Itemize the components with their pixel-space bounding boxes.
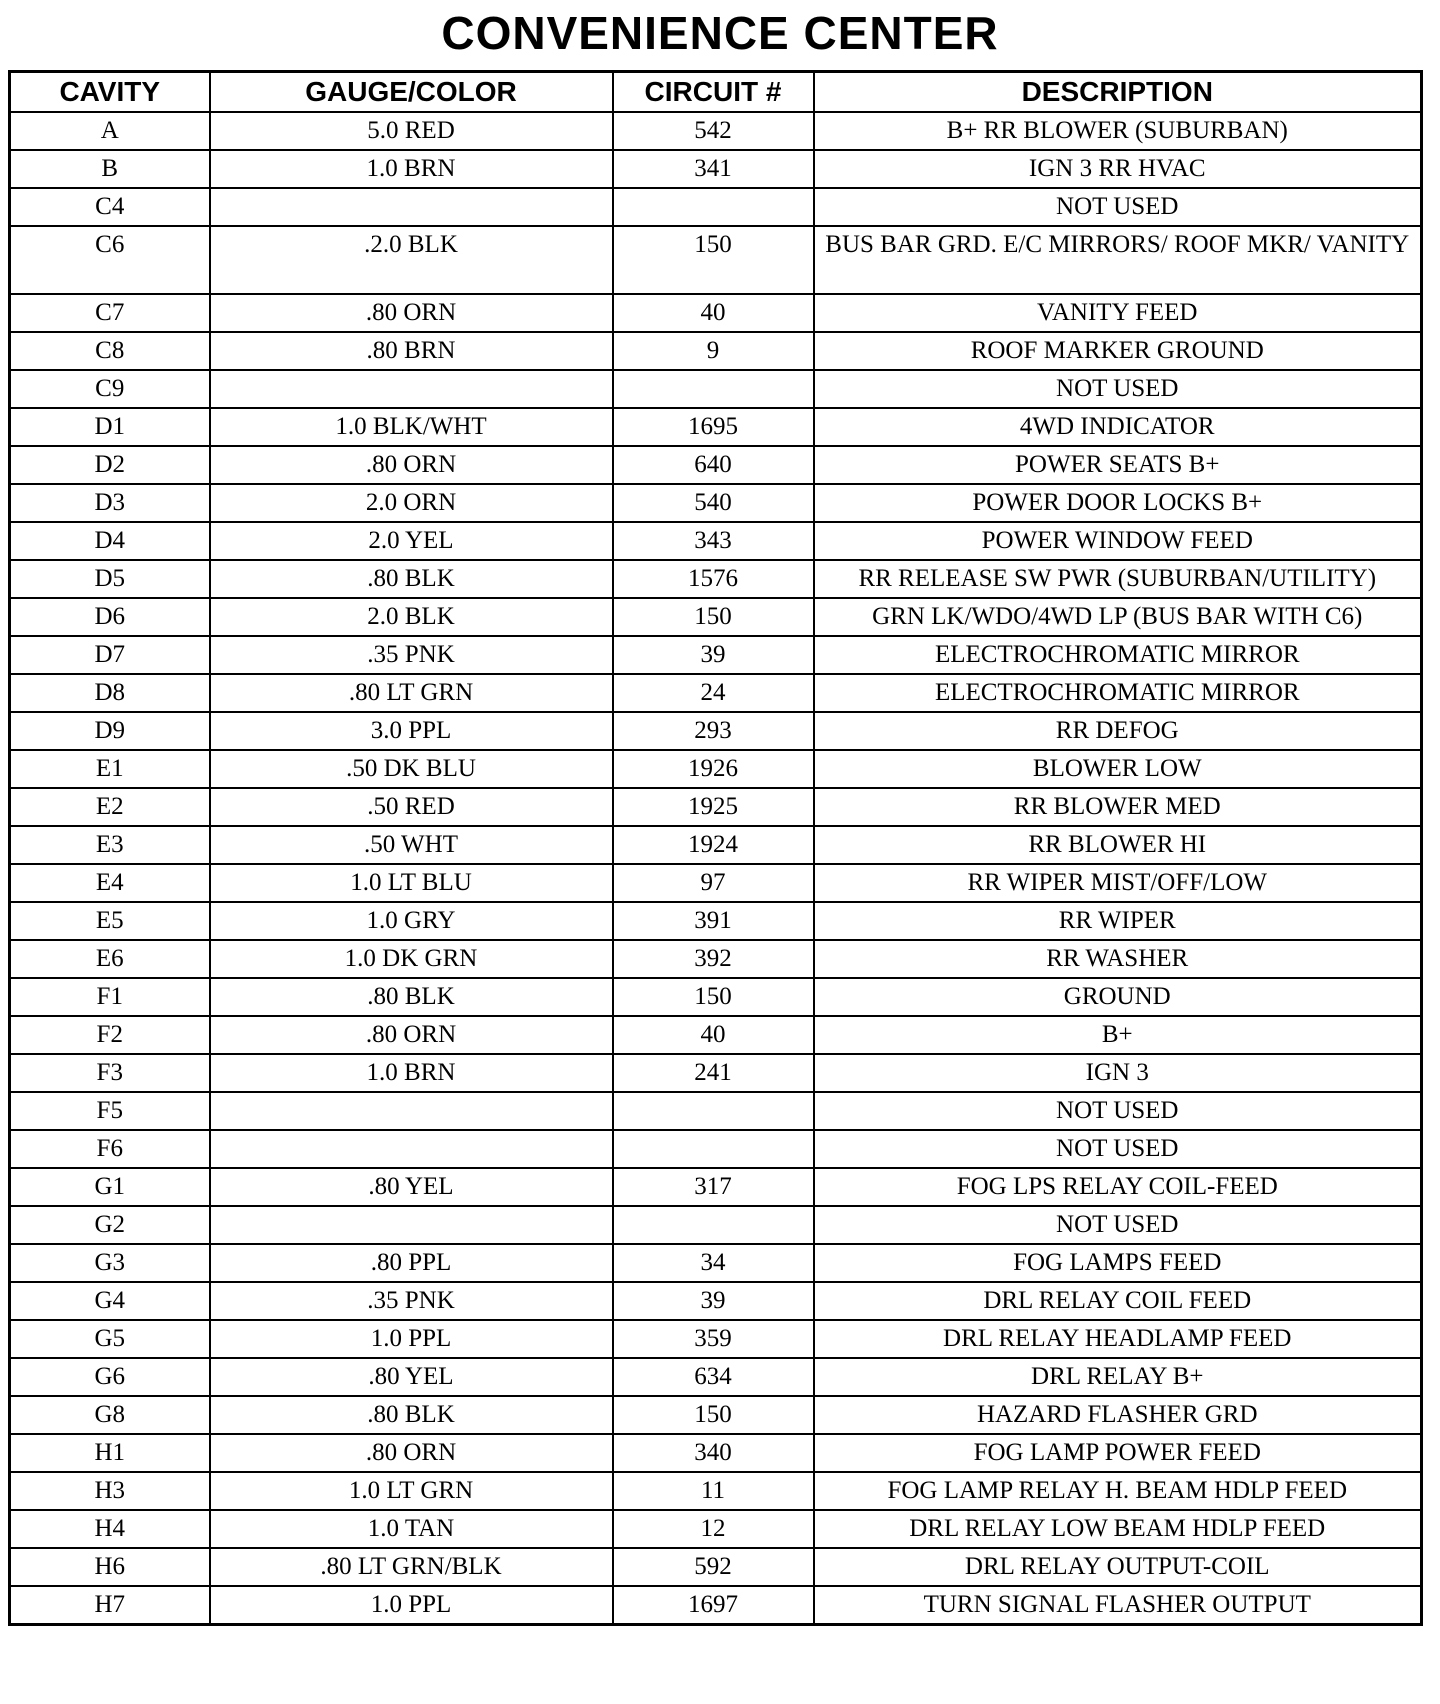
table-row: [10, 1244, 1422, 1282]
cell-gauge-color: .80 ORN: [210, 294, 613, 332]
table-row: [10, 598, 1422, 636]
cell-description: DRL RELAY B+: [814, 1358, 1422, 1396]
cell-circuit: 1925: [613, 788, 814, 826]
cell-gauge-color: .80 LT GRN/BLK: [210, 1548, 613, 1586]
cell-description: RR BLOWER MED: [814, 788, 1422, 826]
cell-cavity: B: [10, 150, 210, 188]
cell-description: B+ RR BLOWER (SUBURBAN): [814, 112, 1422, 150]
cell-description: RR WASHER: [814, 940, 1422, 978]
header-circuit: CIRCUIT #: [613, 72, 814, 113]
cell-cavity: F5: [10, 1092, 210, 1130]
cell-gauge-color: .50 DK BLU: [210, 750, 613, 788]
cell-gauge-color: 1.0 BRN: [210, 1054, 613, 1092]
cell-circuit: 241: [613, 1054, 814, 1092]
cell-cavity: H6: [10, 1548, 210, 1586]
cell-circuit: 392: [613, 940, 814, 978]
cell-circuit: 150: [613, 598, 814, 636]
cell-description: B+: [814, 1016, 1422, 1054]
cell-circuit: 592: [613, 1548, 814, 1586]
cell-circuit: 391: [613, 902, 814, 940]
table-row: [10, 826, 1422, 864]
cell-circuit: 343: [613, 522, 814, 560]
table-row: [10, 674, 1422, 712]
cell-description: DRL RELAY OUTPUT-COIL: [814, 1548, 1422, 1586]
cell-circuit: [613, 1130, 814, 1168]
cell-description: ELECTROCHROMATIC MIRROR: [814, 674, 1422, 712]
table-row: [10, 1472, 1422, 1510]
cell-cavity: G4: [10, 1282, 210, 1320]
cell-gauge-color: .35 PNK: [210, 1282, 613, 1320]
cell-circuit: 1926: [613, 750, 814, 788]
cell-cavity: H7: [10, 1586, 210, 1624]
table-row: [10, 864, 1422, 902]
cell-gauge-color: 5.0 RED: [210, 112, 613, 150]
table-row: [10, 332, 1422, 370]
cell-description: 4WD INDICATOR: [814, 408, 1422, 446]
cell-gauge-color: .80 BLK: [210, 978, 613, 1016]
cell-description: FOG LAMP RELAY H. BEAM HDLP FEED: [814, 1472, 1422, 1510]
cell-gauge-color: 1.0 LT GRN: [210, 1472, 613, 1510]
cell-description: ELECTROCHROMATIC MIRROR: [814, 636, 1422, 674]
cell-circuit: 40: [613, 1016, 814, 1054]
cell-description: BUS BAR GRD. E/C MIRRORS/ ROOF MKR/ VANITY: [814, 226, 1422, 294]
table-row: [10, 1358, 1422, 1396]
cell-cavity: D5: [10, 560, 210, 598]
cell-description: POWER DOOR LOCKS B+: [814, 484, 1422, 522]
cell-description: DRL RELAY LOW BEAM HDLP FEED: [814, 1510, 1422, 1548]
table-row: [10, 294, 1422, 332]
cell-cavity: F2: [10, 1016, 210, 1054]
cell-cavity: D6: [10, 598, 210, 636]
cell-circuit: 12: [613, 1510, 814, 1548]
table-row: [10, 1282, 1422, 1320]
cell-gauge-color: .50 WHT: [210, 826, 613, 864]
cell-cavity: F1: [10, 978, 210, 1016]
cell-description: RR BLOWER HI: [814, 826, 1422, 864]
cell-gauge-color: .50 RED: [210, 788, 613, 826]
cell-cavity: E6: [10, 940, 210, 978]
table-row: [10, 188, 1422, 226]
cell-description: FOG LAMP POWER FEED: [814, 1434, 1422, 1472]
table-row: [10, 370, 1422, 408]
cell-gauge-color: 1.0 DK GRN: [210, 940, 613, 978]
cell-description: ROOF MARKER GROUND: [814, 332, 1422, 370]
cell-description: IGN 3 RR HVAC: [814, 150, 1422, 188]
cell-description: FOG LPS RELAY COIL-FEED: [814, 1168, 1422, 1206]
table-row: [10, 1168, 1422, 1206]
cell-cavity: G3: [10, 1244, 210, 1282]
cell-description: HAZARD FLASHER GRD: [814, 1396, 1422, 1434]
cell-circuit: 340: [613, 1434, 814, 1472]
cell-description: BLOWER LOW: [814, 750, 1422, 788]
cell-circuit: 150: [613, 978, 814, 1016]
cell-cavity: G1: [10, 1168, 210, 1206]
cell-gauge-color: 3.0 PPL: [210, 712, 613, 750]
cell-gauge-color: .80 ORN: [210, 446, 613, 484]
cell-description: NOT USED: [814, 1092, 1422, 1130]
cell-circuit: 9: [613, 332, 814, 370]
table-row: [10, 1130, 1422, 1168]
cell-circuit: [613, 1206, 814, 1244]
cell-gauge-color: 1.0 PPL: [210, 1586, 613, 1624]
cell-description: POWER SEATS B+: [814, 446, 1422, 484]
cell-gauge-color: .80 YEL: [210, 1358, 613, 1396]
table-row: [10, 712, 1422, 750]
table-row: [10, 1548, 1422, 1586]
cell-gauge-color: 1.0 PPL: [210, 1320, 613, 1358]
cell-gauge-color: 1.0 GRY: [210, 902, 613, 940]
table-row: [10, 750, 1422, 788]
table-body: [10, 112, 1422, 1624]
table-row: [10, 1320, 1422, 1358]
cell-gauge-color: .80 BRN: [210, 332, 613, 370]
cell-description: POWER WINDOW FEED: [814, 522, 1422, 560]
cell-circuit: 1695: [613, 408, 814, 446]
cell-circuit: 1576: [613, 560, 814, 598]
cell-description: NOT USED: [814, 188, 1422, 226]
cell-gauge-color: 2.0 ORN: [210, 484, 613, 522]
cell-description: NOT USED: [814, 1130, 1422, 1168]
cell-cavity: H4: [10, 1510, 210, 1548]
cell-cavity: G2: [10, 1206, 210, 1244]
table-row: [10, 1054, 1422, 1092]
cell-gauge-color: .80 ORN: [210, 1016, 613, 1054]
cell-description: RR DEFOG: [814, 712, 1422, 750]
cell-description: VANITY FEED: [814, 294, 1422, 332]
cell-circuit: 640: [613, 446, 814, 484]
cell-gauge-color: [210, 1130, 613, 1168]
cell-description: IGN 3: [814, 1054, 1422, 1092]
cell-circuit: [613, 188, 814, 226]
cell-cavity: C6: [10, 226, 210, 294]
cell-circuit: [613, 370, 814, 408]
cell-gauge-color: 1.0 TAN: [210, 1510, 613, 1548]
table-row: [10, 560, 1422, 598]
cell-description: NOT USED: [814, 1206, 1422, 1244]
cell-cavity: F3: [10, 1054, 210, 1092]
cell-description: RR WIPER MIST/OFF/LOW: [814, 864, 1422, 902]
cell-gauge-color: .35 PNK: [210, 636, 613, 674]
cell-description: DRL RELAY COIL FEED: [814, 1282, 1422, 1320]
cell-cavity: D3: [10, 484, 210, 522]
cell-cavity: E3: [10, 826, 210, 864]
cell-circuit: 317: [613, 1168, 814, 1206]
table-row: [10, 978, 1422, 1016]
cell-circuit: 40: [613, 294, 814, 332]
cell-cavity: C4: [10, 188, 210, 226]
cell-circuit: 150: [613, 226, 814, 294]
table-row: [10, 940, 1422, 978]
cell-description: DRL RELAY HEADLAMP FEED: [814, 1320, 1422, 1358]
table-row: [10, 636, 1422, 674]
cell-cavity: G8: [10, 1396, 210, 1434]
cell-circuit: 359: [613, 1320, 814, 1358]
header-cavity: CAVITY: [10, 72, 210, 113]
cell-cavity: D4: [10, 522, 210, 560]
cell-circuit: 542: [613, 112, 814, 150]
cell-cavity: D1: [10, 408, 210, 446]
cell-circuit: 1697: [613, 1586, 814, 1624]
header-gauge-color: GAUGE/COLOR: [210, 72, 613, 113]
table-row: [10, 1016, 1422, 1054]
cell-cavity: G5: [10, 1320, 210, 1358]
cell-gauge-color: .80 BLK: [210, 1396, 613, 1434]
cell-gauge-color: .80 BLK: [210, 560, 613, 598]
cell-circuit: 39: [613, 636, 814, 674]
table-row: [10, 1586, 1422, 1624]
table-row: [10, 484, 1422, 522]
cell-gauge-color: .80 LT GRN: [210, 674, 613, 712]
cell-circuit: 24: [613, 674, 814, 712]
cell-cavity: E2: [10, 788, 210, 826]
cell-cavity: H3: [10, 1472, 210, 1510]
table-row: [10, 1092, 1422, 1130]
cell-gauge-color: 2.0 YEL: [210, 522, 613, 560]
table-row: [10, 1396, 1422, 1434]
cell-cavity: F6: [10, 1130, 210, 1168]
cell-gauge-color: 1.0 LT BLU: [210, 864, 613, 902]
cell-circuit: 39: [613, 1282, 814, 1320]
cell-gauge-color: [210, 370, 613, 408]
cell-description: TURN SIGNAL FLASHER OUTPUT: [814, 1586, 1422, 1624]
cell-cavity: E1: [10, 750, 210, 788]
cell-cavity: C7: [10, 294, 210, 332]
cell-circuit: 540: [613, 484, 814, 522]
table-row: [10, 226, 1422, 294]
table-row: [10, 1434, 1422, 1472]
cell-cavity: A: [10, 112, 210, 150]
cell-cavity: D7: [10, 636, 210, 674]
cell-circuit: 634: [613, 1358, 814, 1396]
cell-gauge-color: .80 PPL: [210, 1244, 613, 1282]
table-row: [10, 150, 1422, 188]
table-row: [10, 788, 1422, 826]
cell-gauge-color: [210, 1092, 613, 1130]
cell-description: FOG LAMPS FEED: [814, 1244, 1422, 1282]
cell-cavity: C8: [10, 332, 210, 370]
page-title: CONVENIENCE CENTER: [441, 7, 999, 59]
cell-description: GRN LK/WDO/4WD LP (BUS BAR WITH C6): [814, 598, 1422, 636]
table-row: [10, 1510, 1422, 1548]
cell-circuit: 293: [613, 712, 814, 750]
table-row: [10, 408, 1422, 446]
cell-circuit: 1924: [613, 826, 814, 864]
table-row: [10, 112, 1422, 150]
cell-cavity: D8: [10, 674, 210, 712]
table-row: [10, 446, 1422, 484]
cell-circuit: 11: [613, 1472, 814, 1510]
convenience-center-table: [8, 70, 1423, 1626]
cell-cavity: E4: [10, 864, 210, 902]
cell-gauge-color: [210, 1206, 613, 1244]
cell-description: NOT USED: [814, 370, 1422, 408]
cell-circuit: 34: [613, 1244, 814, 1282]
cell-description: RR RELEASE SW PWR (SUBURBAN/UTILITY): [814, 560, 1422, 598]
cell-cavity: E5: [10, 902, 210, 940]
cell-gauge-color: .2.0 BLK: [210, 226, 613, 294]
cell-gauge-color: .80 ORN: [210, 1434, 613, 1472]
header-description: DESCRIPTION: [814, 72, 1422, 113]
cell-cavity: G6: [10, 1358, 210, 1396]
cell-gauge-color: .80 YEL: [210, 1168, 613, 1206]
header-row: [10, 72, 1422, 113]
cell-cavity: D2: [10, 446, 210, 484]
table-row: [10, 1206, 1422, 1244]
cell-gauge-color: [210, 188, 613, 226]
cell-circuit: 150: [613, 1396, 814, 1434]
table-row: [10, 522, 1422, 560]
cell-cavity: D9: [10, 712, 210, 750]
cell-gauge-color: 2.0 BLK: [210, 598, 613, 636]
cell-circuit: 97: [613, 864, 814, 902]
cell-circuit: 341: [613, 150, 814, 188]
cell-circuit: [613, 1092, 814, 1130]
cell-description: RR WIPER: [814, 902, 1422, 940]
cell-gauge-color: 1.0 BLK/WHT: [210, 408, 613, 446]
cell-gauge-color: 1.0 BRN: [210, 150, 613, 188]
table-row: [10, 902, 1422, 940]
cell-description: GROUND: [814, 978, 1422, 1016]
cell-cavity: H1: [10, 1434, 210, 1472]
cell-cavity: C9: [10, 370, 210, 408]
